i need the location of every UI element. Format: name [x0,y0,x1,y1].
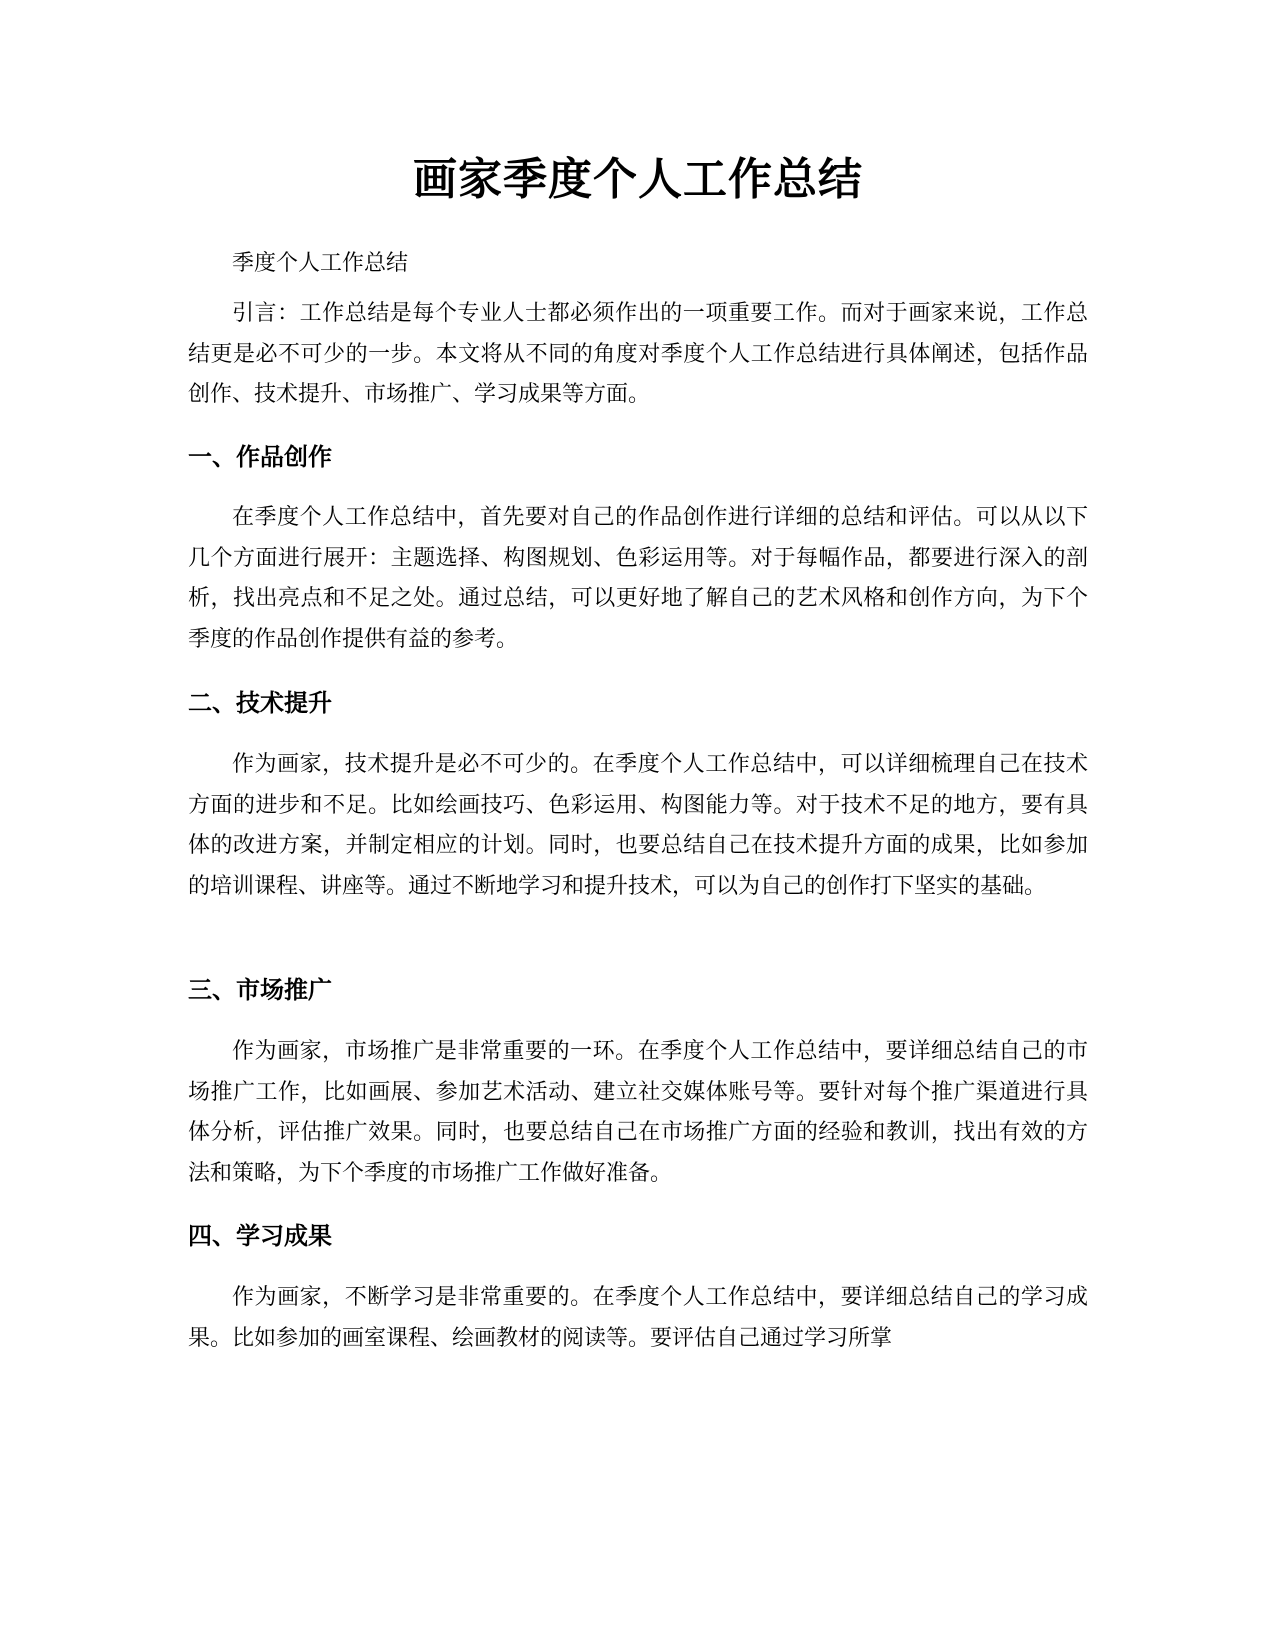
document-subtitle: 季度个人工作总结 [232,251,409,276]
section-body-creation: 在季度个人工作总结中，首先要对自己的作品创作进行详细的总结和评估。可以从以下几个方面进行展开：主题选择、构图规划、色彩运用等。对于每幅作品，都要进行深入的剖析，找出亮点和不足之处。通过总结，可以更好地了解自己的艺术风格和创作方向，为下个季度的作品创作提供有益的参考。 [188,505,1088,652]
section-body-technique: 作为画家，技术提升是必不可少的。在季度个人工作总结中，可以详细梳理自己在技术方面的进步和不足。比如绘画技巧、色彩运用、构图能力等。对于技术不足的地方，要有具体的改进方案，并制定相应的计划。同时，也要总结自己在技术提升方面的成果，比如参加的培训课程、讲座等。通过不断地学习和提升技术，可以为自己的创作打下坚实的基础。 [188,752,1088,899]
section-heading-learning: 四、学习成果 [188,1222,332,1250]
section-heading-technique: 二、技术提升 [188,689,332,717]
section-body-marketing: 作为画家，市场推广是非常重要的一环。在季度个人工作总结中，要详细总结自己的市场推广工作，比如画展、参加艺术活动、建立社交媒体账号等。要针对每个推广渠道进行具体分析，评估推广效果。同时，也要总结自己在市场推广方面的经验和教训，找出有效的方法和策略，为下个季度的市场推广工作做好准备。 [188,1039,1088,1186]
section-heading-creation: 一、作品创作 [188,443,332,471]
intro-paragraph: 引言：工作总结是每个专业人士都必须作出的一项重要工作。而对于画家来说，工作总结更是必不可少的一步。本文将从不同的角度对季度个人工作总结进行具体阐述，包括作品创作、技术提升、市场推广、学习成果等方面。 [188,301,1088,408]
section-body-learning: 作为画家，不断学习是非常重要的。在季度个人工作总结中，要详细总结自己的学习成果。比如参加的画室课程、绘画教材的阅读等。要评估自己通过学习所掌 [188,1285,1088,1351]
section-heading-marketing: 三、市场推广 [188,976,332,1004]
document-title: 画家季度个人工作总结 [413,154,863,205]
